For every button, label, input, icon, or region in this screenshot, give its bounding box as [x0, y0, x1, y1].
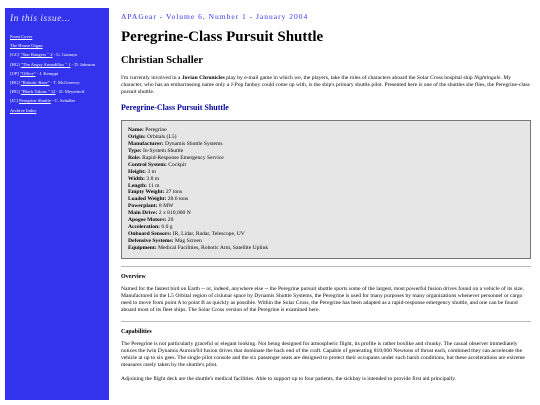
intro-paragraph: I'm currently involved in a Jovian Chronicles play by e-mail game in which we, the players, take the roles of characters aboard the Solar Cross hospital ship Nightingale. My character, who has an embarrassing name only a J-Pop fanboy could come up with, is the ship's primary shuttle pilot. Presented here is one of the shuttles she flies, the Peregrine-class pursuit shuttle.: [121, 75, 530, 96]
toc-item-tag: [HG]: [10, 61, 21, 67]
main-content: [121, 8, 531, 390]
toc-item-author: - G. Gamaya: [52, 52, 78, 58]
spec-value: 20: [166, 217, 174, 224]
spec-row: [128, 183, 524, 190]
toc-link[interactable]: "Robotic Race": [20, 79, 50, 85]
toc-item-tag: [GC]: [10, 52, 21, 58]
spec-row: [128, 148, 524, 155]
spec-value: Medical Facilities, Robotic Arm, Satellite Uplink: [156, 244, 269, 251]
spec-row: [128, 210, 524, 217]
spec-value: 2 x 810,000 N: [157, 210, 191, 217]
spec-label: Control System:: [128, 161, 167, 168]
divider: [121, 321, 531, 322]
spec-value: IR, Lidar, Radar, Telescope, UV: [171, 230, 245, 237]
toc-item: [10, 89, 104, 95]
author-name: Christian Schaller: [121, 55, 203, 66]
sidebar: [5, 8, 109, 400]
spec-row: [128, 224, 524, 231]
toc-link[interactable]: "Star Rangers " 2: [20, 52, 53, 58]
sidebar-heading: In this issue...: [10, 14, 71, 24]
toc-item-tag: [UP]: [10, 70, 21, 76]
spec-row: [128, 196, 524, 203]
toc-item: [10, 34, 104, 40]
spec-row: [128, 162, 524, 169]
toc-item-author: - D. Johnson: [70, 61, 96, 67]
spec-row: [128, 127, 524, 134]
toc-link[interactable]: The House Organ: [10, 43, 43, 49]
spec-value: 3 m: [146, 168, 156, 175]
spec-label: Name:: [128, 127, 144, 134]
spec-label: Onboard Sensors:: [128, 230, 172, 237]
spec-row: [128, 189, 524, 196]
spec-row: [128, 134, 524, 141]
toc-item: [10, 43, 104, 49]
spec-row: [128, 176, 524, 183]
spec-label: Height:: [128, 168, 147, 175]
spec-label: Type:: [128, 148, 142, 154]
spec-value: In-System Shuttle: [141, 148, 184, 154]
toc-item-author: - T. McGreevey: [49, 79, 80, 85]
spec-value: 8 MW: [157, 203, 174, 210]
spec-value: Rapid-Response Emergency Service: [140, 154, 224, 161]
spec-value: 28.6 tons: [166, 196, 189, 203]
toc-item-author: - D. Meyerhoff: [55, 89, 85, 95]
capabilities-paragraph: The Peregrine is not particularly graceful or elegant looking. Not being designed for atmospheric flight, its profile is rather boxlike and chunky. The casual observer immediately notices the twin Dynamis Aurora/04 fusion drives that dominate the back end of the craft. Capable of generating 810,000 Newtons of thrust each, combined they can accelerate the vehicle at up to six gees. The single pilot console and the six passenger seats are designed to protect their occupants under such harsh conditions, but these accelerations are extreme measures rarely taken by the shuttle's pilot.: [121, 340, 525, 369]
toc-item-tag: [HG]: [10, 89, 21, 95]
spec-label: Empty Weight:: [128, 189, 165, 196]
spec-label: Origin:: [128, 134, 146, 141]
overview-paragraph: Named for the fastest bird on Earth -- or, indeed, anywhere else -- the Peregrine pursuit shuttle sports some of the largest, most powerful fusion drives found on a vehicle of its size. Manufactured in the L5 Orbital region of cislunar space by Dynamis Shuttle Systems, the Peregrine is used for many purposes by many organizations whenever personnel or cargo need to move from point A to point B as quickly as possible. Within the Solar Cross, the Peregrine has been adapted as a rapid-response emergency shuttle, and one can be found aboard most of its fleet ships. The Solar Cross version of the Peregrine is examined here.: [121, 285, 524, 313]
toc-link[interactable]: Front Cover: [10, 34, 33, 39]
table-of-contents: [10, 34, 104, 114]
capabilities-heading: Capabilities: [121, 328, 152, 335]
game-title: Jovian Chronicles: [181, 75, 225, 81]
ship-name: Nightingale: [474, 75, 501, 81]
spec-label: Equipment:: [128, 244, 157, 251]
capabilities-paragraph-2: Adjoining the flight deck are the shuttle's medical facilities. Able to support up to four patients, the sickbay is intended to provide first aid principally.: [121, 376, 457, 383]
spec-label: Role:: [128, 154, 141, 161]
spec-value: 11 m: [146, 182, 160, 189]
toc-item: [10, 62, 104, 68]
spec-label: Acceleration:: [128, 223, 160, 230]
toc-item: [10, 98, 104, 104]
spec-section-title: Peregrine-Class Pursuit Shuttle: [121, 103, 229, 113]
spec-value: 27 tons: [164, 189, 183, 196]
page-title: Peregrine-Class Pursuit Shuttle: [121, 29, 324, 45]
toc-item-author: - J. Kemppi: [35, 70, 59, 76]
spec-row: [128, 245, 524, 252]
spec-label: Width:: [128, 175, 145, 182]
spec-value: 6.0 g: [160, 223, 173, 230]
overview-heading: Overview: [121, 273, 146, 280]
issue-line: APAGear - Volume 6, Number 1 - January 2004: [121, 12, 309, 21]
spec-row: [128, 155, 524, 162]
divider: [121, 266, 531, 267]
spec-row: [128, 169, 524, 176]
spec-label: Defensive Systems:: [128, 237, 174, 244]
spec-label: Manufacturer:: [128, 141, 164, 148]
toc-item: [10, 80, 104, 86]
spec-row: [128, 238, 524, 245]
spec-row: [128, 231, 524, 238]
spec-value: Peregrine: [143, 127, 167, 134]
spec-label: Powerplant:: [128, 203, 158, 210]
toc-link[interactable]: "Office": [20, 70, 36, 76]
spec-label: Loaded Weight:: [128, 196, 167, 203]
spec-box: [121, 120, 531, 258]
toc-item: [10, 52, 104, 58]
toc-item-author: - C. Schaller: [50, 98, 76, 104]
spec-value: Cockpit: [166, 161, 187, 168]
spec-value: Dynamis Shuttle Systems: [163, 141, 223, 148]
toc-link[interactable]: Peregrine Shuttle: [19, 98, 51, 104]
toc-item-tag: [HG]: [10, 79, 21, 85]
toc-link[interactable]: "Black Talons " 12: [20, 89, 56, 95]
spec-label: Apogee Motors:: [128, 217, 167, 224]
spec-value: Orbitals (L5): [145, 134, 177, 141]
spec-value: Mag Screen: [173, 237, 202, 244]
spec-row: [128, 203, 524, 210]
spec-value: 3.8 m: [145, 175, 160, 182]
toc-item: [10, 108, 104, 114]
toc-link[interactable]: "The Angry Armadillos " 1: [20, 61, 71, 67]
spec-row: [128, 141, 524, 148]
toc-link[interactable]: Archive Index: [10, 107, 37, 113]
spec-row: [128, 217, 524, 224]
toc-item: [10, 71, 104, 77]
spec-label: Main Drive:: [128, 210, 158, 217]
toc-item-tag: [JC]: [10, 98, 20, 104]
spec-label: Length:: [128, 182, 147, 189]
